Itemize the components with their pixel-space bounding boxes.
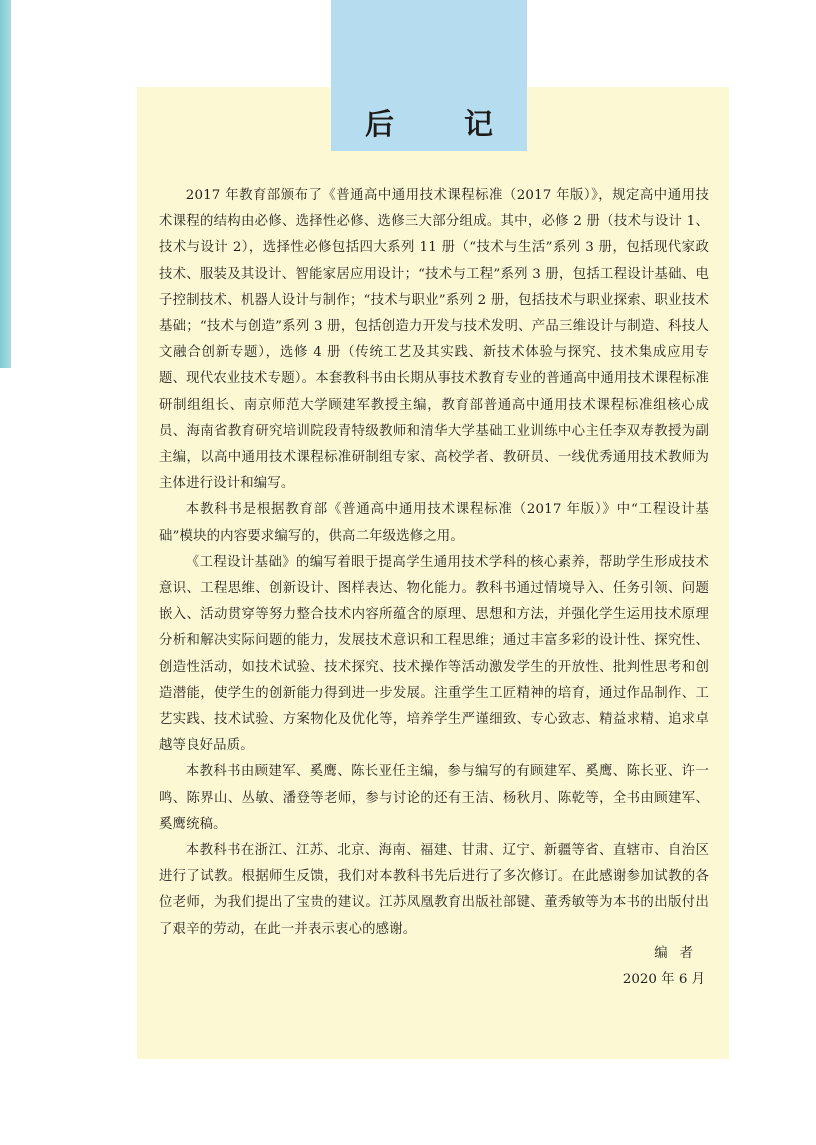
paragraph: 本教科书在浙江、江苏、北京、海南、福建、甘肃、辽宁、新疆等省、直辖市、自治区进行了试教。根据师生反馈，我们对本教科书先后进行了多次修订。在此感谢参加试教的各位老师，为我们提出了宝贵的建议。江苏凤凰教育出版社部键、董秀敏等为本书的出版付出了艰辛的劳动，在此一并表示衷心的感谢。 xyxy=(159,843,709,937)
page-title: 后 记 xyxy=(364,107,524,141)
paragraph: 《工程设计基础》的编写着眼于提高学生通用技术学科的核心素养，帮助学生形成技术意识、工程思维、创新设计、图样表达、物化能力。教科书通过情境导入、任务引领、问题嵌入、活动贯穿等努力整合技术内容所蕴含的原理、思想和方法，并强化学生运用技术原理分析和解决实际问题的能力，发展技术意识和工程思维；通过丰富多彩的设计性、探究性、创造性活动，如技术试验、技术探究、技术操作等活动激发学生的开放性、批判性思考和创造潜能，使学生的创新能力得到进一步发展。注重学生工匠精神的培育，通过作品制作、工艺实践、技术试验、方案物化及优化等，培养学生严谨细致、专心致志、精益求精、追求卓越等良好品质。 xyxy=(159,554,709,754)
side-decoration-strip xyxy=(0,0,11,368)
afterword-body xyxy=(159,183,709,943)
paragraph: 本教科书由顾建军、奚鹰、陈长亚任主编，参与编写的有顾建军、奚鹰、陈长亚、许一鸣、陈界山、丛敏、潘登等老师，参与讨论的还有王洁、杨秋月、陈乾等，全书由顾建军、奚鹰统稿。 xyxy=(159,764,709,832)
paragraph: 本教科书是根据教育部《普通高中通用技术课程标准（2017 年版）》中“工程设计基础”模块的内容要求编写的，供高二年级选修之用。 xyxy=(159,502,709,544)
signature-block xyxy=(623,941,705,993)
signature-author: 编者 xyxy=(654,946,705,961)
signature-date: 2020 年 6 月 xyxy=(622,972,705,988)
paragraph: 2017 年教育部颁布了《普通高中通用技术课程标准（2017 年版）》，规定高中通用技术课程的结构由必修、选择性必修、选修三大部分组成。其中，必修 2 册（技术与设计 1、技术与设计 2），选择性必修包括四大系列 11 册（“技术与生活”系列 3 册，包括现代家政技术、服装及其设计、智能家居应用设计；“技术与工程”系列 3 册，包括工程设计基础、电子控制技术、机器人设计与制作；“技术与职业”系列 2 册，包括技术与职业探索、职业技术基础；“技术与创造”系列 3 册，包括创造力开发与技术发明、产品三维设计与制造、科技人文融合创新专题），选修 4 册（传统工艺及其实践、新技术体验与探究、技术集成应用专题、现代农业技术专题）。本套教科书由长期从事技术教育专业的普通高中通用技术课程标准研制组组长、南京师范大学顾建军教授主编，教育部普通高中通用技术课程标准组核心成员、海南省教育研究培训院段青特级教师和清华大学基础工业训练中心主任李双寿教授为副主编，以高中通用技术课程标准研制组专家、高校学者、教研员、一线优秀通用技术教师为主体进行设计和编写。 xyxy=(159,188,709,492)
